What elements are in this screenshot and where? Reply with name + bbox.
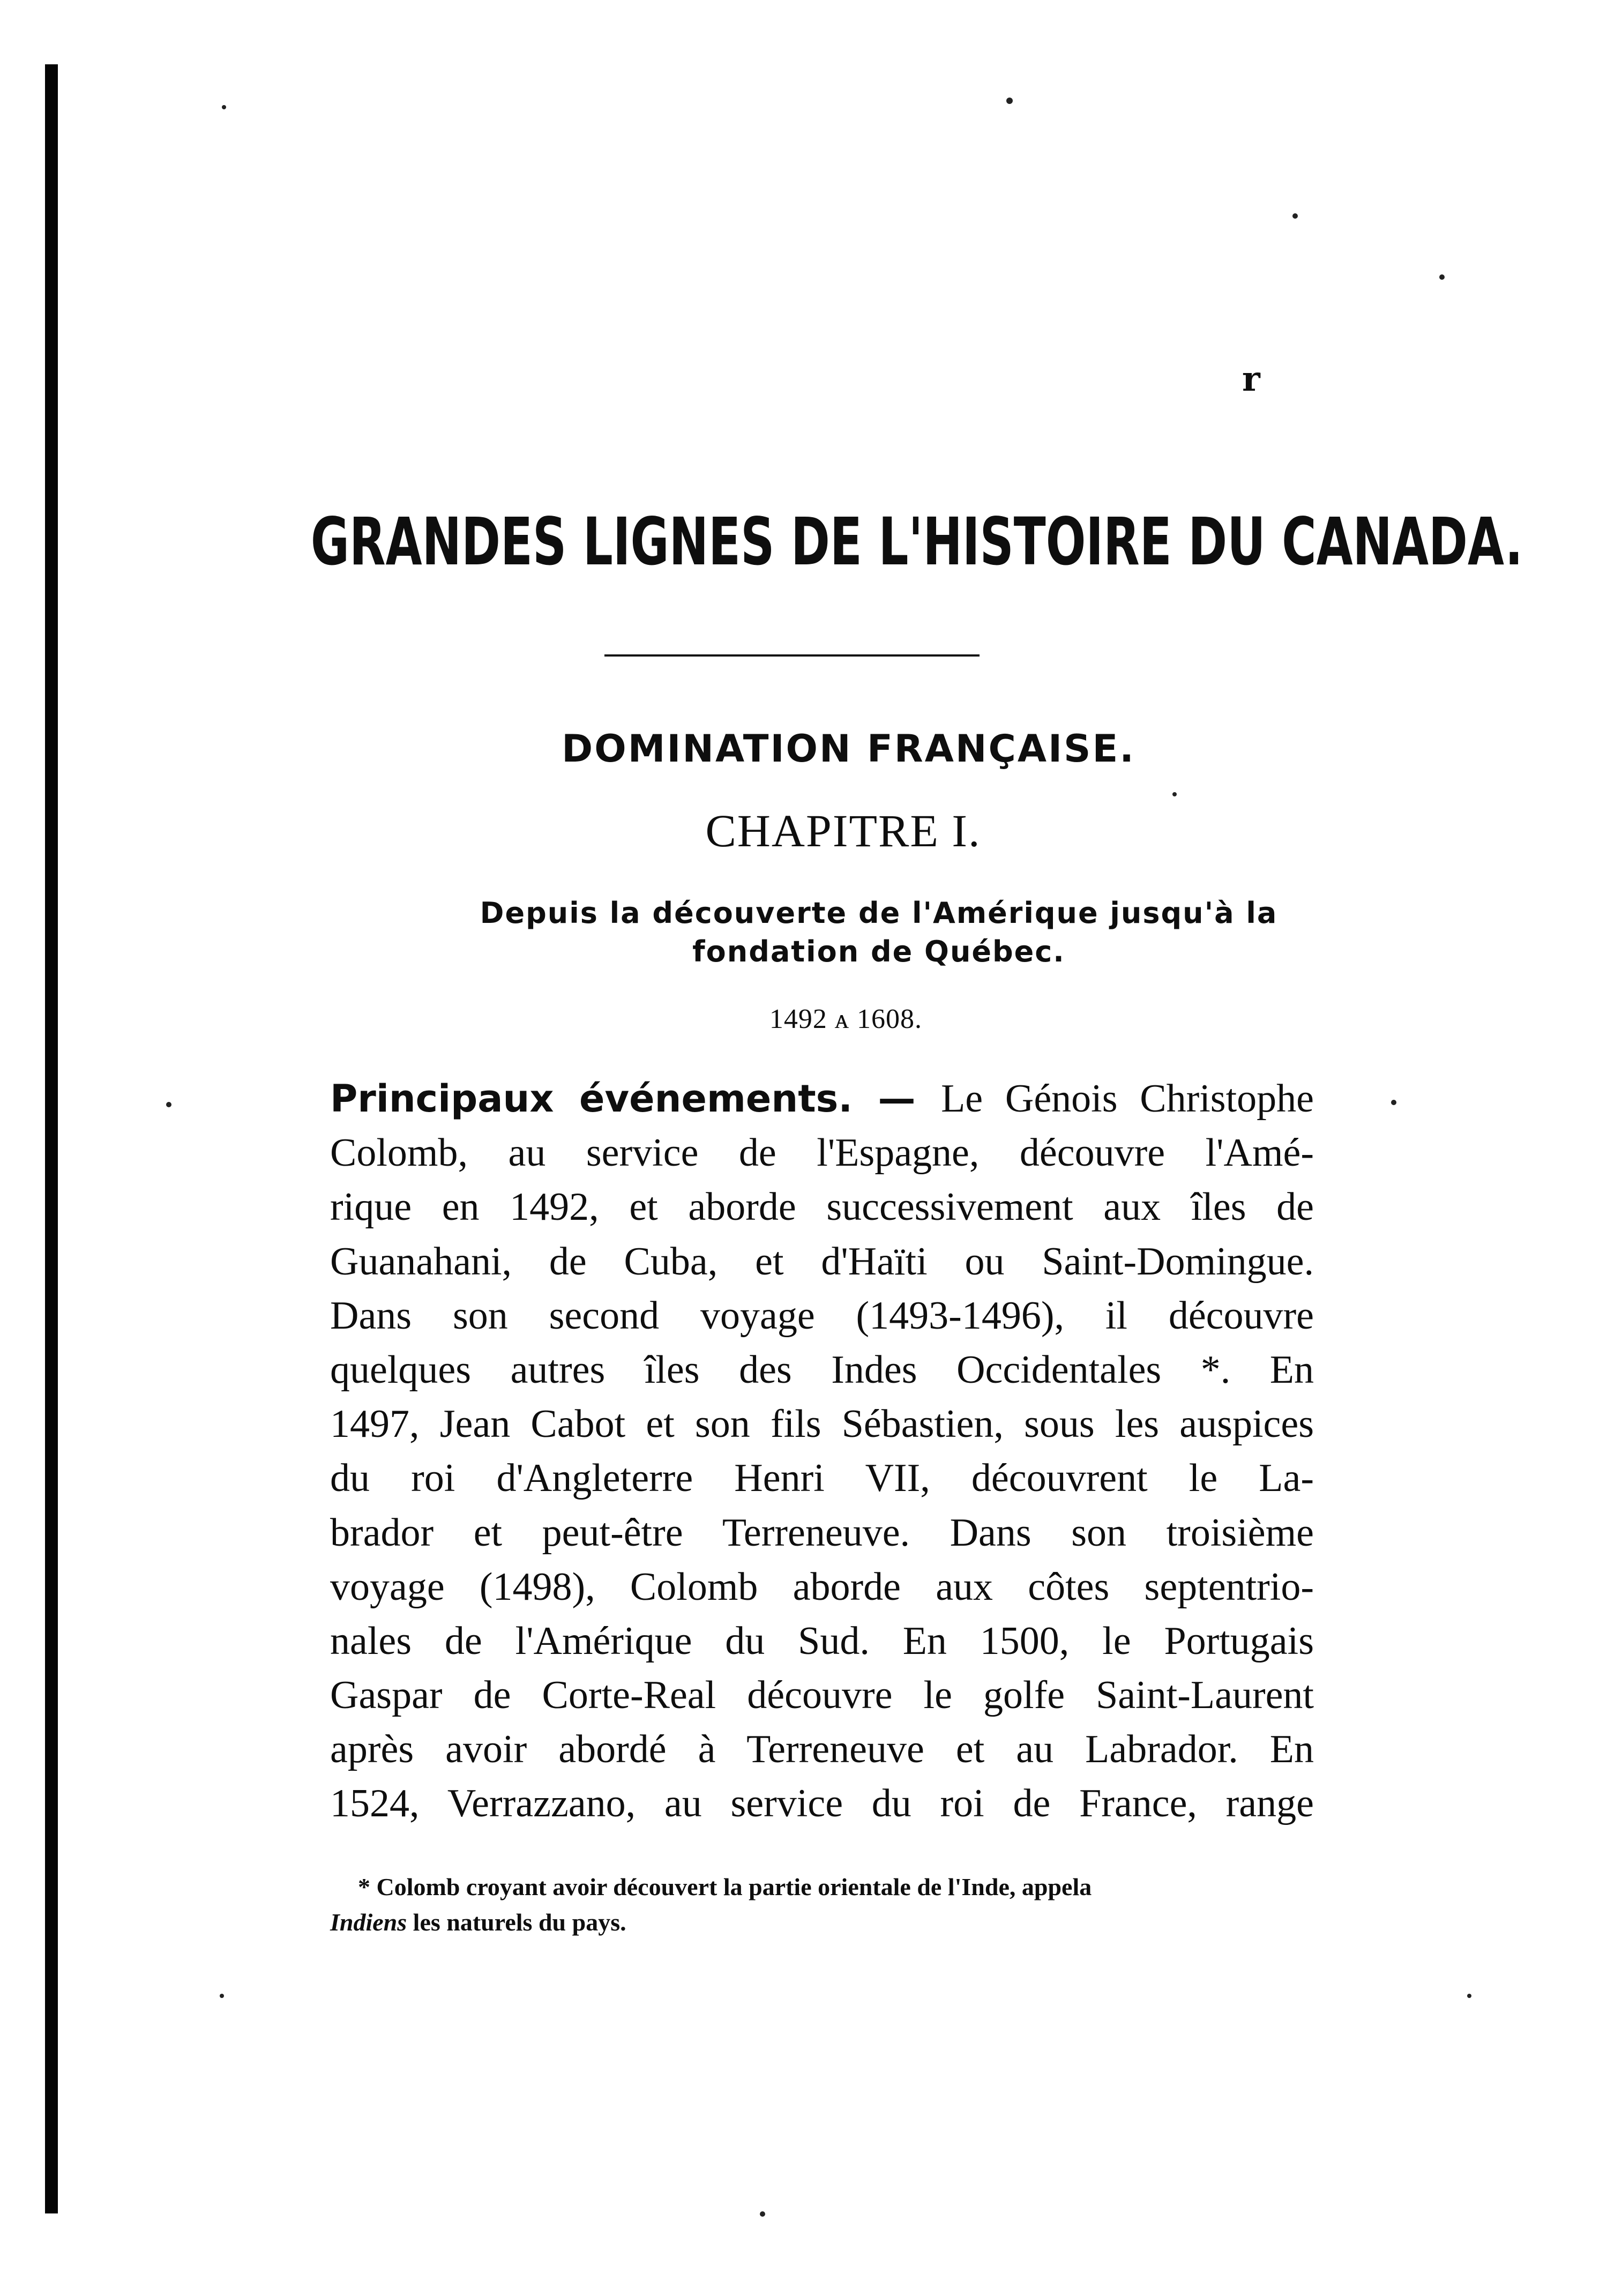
body-line: 1497, Jean Cabot et son fils Sébastien, sous les auspices — [330, 1402, 1314, 1447]
body-line: 1524, Verrazzano, au service du roi de France, range — [330, 1781, 1314, 1826]
subtitle-line: fondation de Québec. — [692, 935, 1065, 968]
body-line — [330, 1072, 1314, 1126]
body-line: Dans son second voyage (1493-1496), il découvre — [330, 1293, 1314, 1338]
footnote-line-text: les naturels du pays. — [407, 1909, 626, 1936]
body-line: après avoir abordé à Terreneuve et au Labrador. En — [330, 1727, 1314, 1772]
scan-speck — [1172, 792, 1177, 796]
page-title-text: GRANDES LIGNES DE L'HISTOIRE DU CANADA. — [310, 504, 1523, 580]
body-line: Colomb, au service de l'Espagne, découvre l'Amé- — [330, 1131, 1314, 1175]
footnote-italic-term: Indiens — [330, 1909, 407, 1936]
body-line: voyage (1498), Colomb aborde aux côtes septentrio- — [330, 1564, 1314, 1609]
body-line: rique en 1492, et aborde successivement aux îles de — [330, 1185, 1314, 1229]
scan-speck — [1391, 1100, 1396, 1105]
scan-speck — [1439, 274, 1445, 280]
scan-speck — [222, 105, 226, 109]
footnote-line — [330, 1905, 1314, 1940]
chapter-dates: 1492 ᴀ 1608. — [769, 1004, 923, 1034]
scan-binding-edge — [45, 64, 58, 2213]
body-line: quelques autres îles des Indes Occidentales *. En — [330, 1347, 1314, 1392]
body-line-text: Le Génois Christophe — [941, 1077, 1314, 1121]
scan-speck — [760, 2211, 765, 2217]
body-line: Gaspar de Corte-Real découvre le golfe Saint-Laurent — [330, 1673, 1314, 1718]
scan-speck — [166, 1102, 171, 1107]
corner-mark: r — [1242, 359, 1260, 399]
scan-speck — [1292, 213, 1298, 219]
lead-in-heading: Principaux événements. — — [330, 1077, 941, 1121]
footnote-line: * Colomb croyant avoir découvert la partie orientale de l'Inde, appela — [358, 1873, 1092, 1900]
body-line: Guanahani, de Cuba, et d'Haïti ou Saint-Domingue. — [330, 1239, 1314, 1284]
page-title — [0, 504, 1622, 580]
chapter-heading: CHAPITRE I. — [705, 805, 981, 856]
scan-speck — [220, 1994, 224, 1998]
body-paragraph — [330, 1072, 1314, 1831]
footnote — [330, 1869, 1314, 1940]
chapter-subtitle — [300, 894, 1457, 971]
body-line: brador et peut-être Terreneuve. Dans son troisième — [330, 1510, 1314, 1555]
title-divider — [604, 654, 980, 657]
scan-speck — [1006, 98, 1013, 104]
body-line: nales de l'Amérique du Sud. En 1500, le Portugais — [330, 1619, 1314, 1663]
body-line: du roi d'Angleterre Henri VII, découvrent le La- — [330, 1456, 1314, 1501]
scan-speck — [1467, 1994, 1471, 1998]
section-title: DOMINATION FRANÇAISE. — [562, 727, 1135, 771]
subtitle-line: Depuis la découverte de l'Amérique jusqu'à la — [480, 896, 1278, 930]
